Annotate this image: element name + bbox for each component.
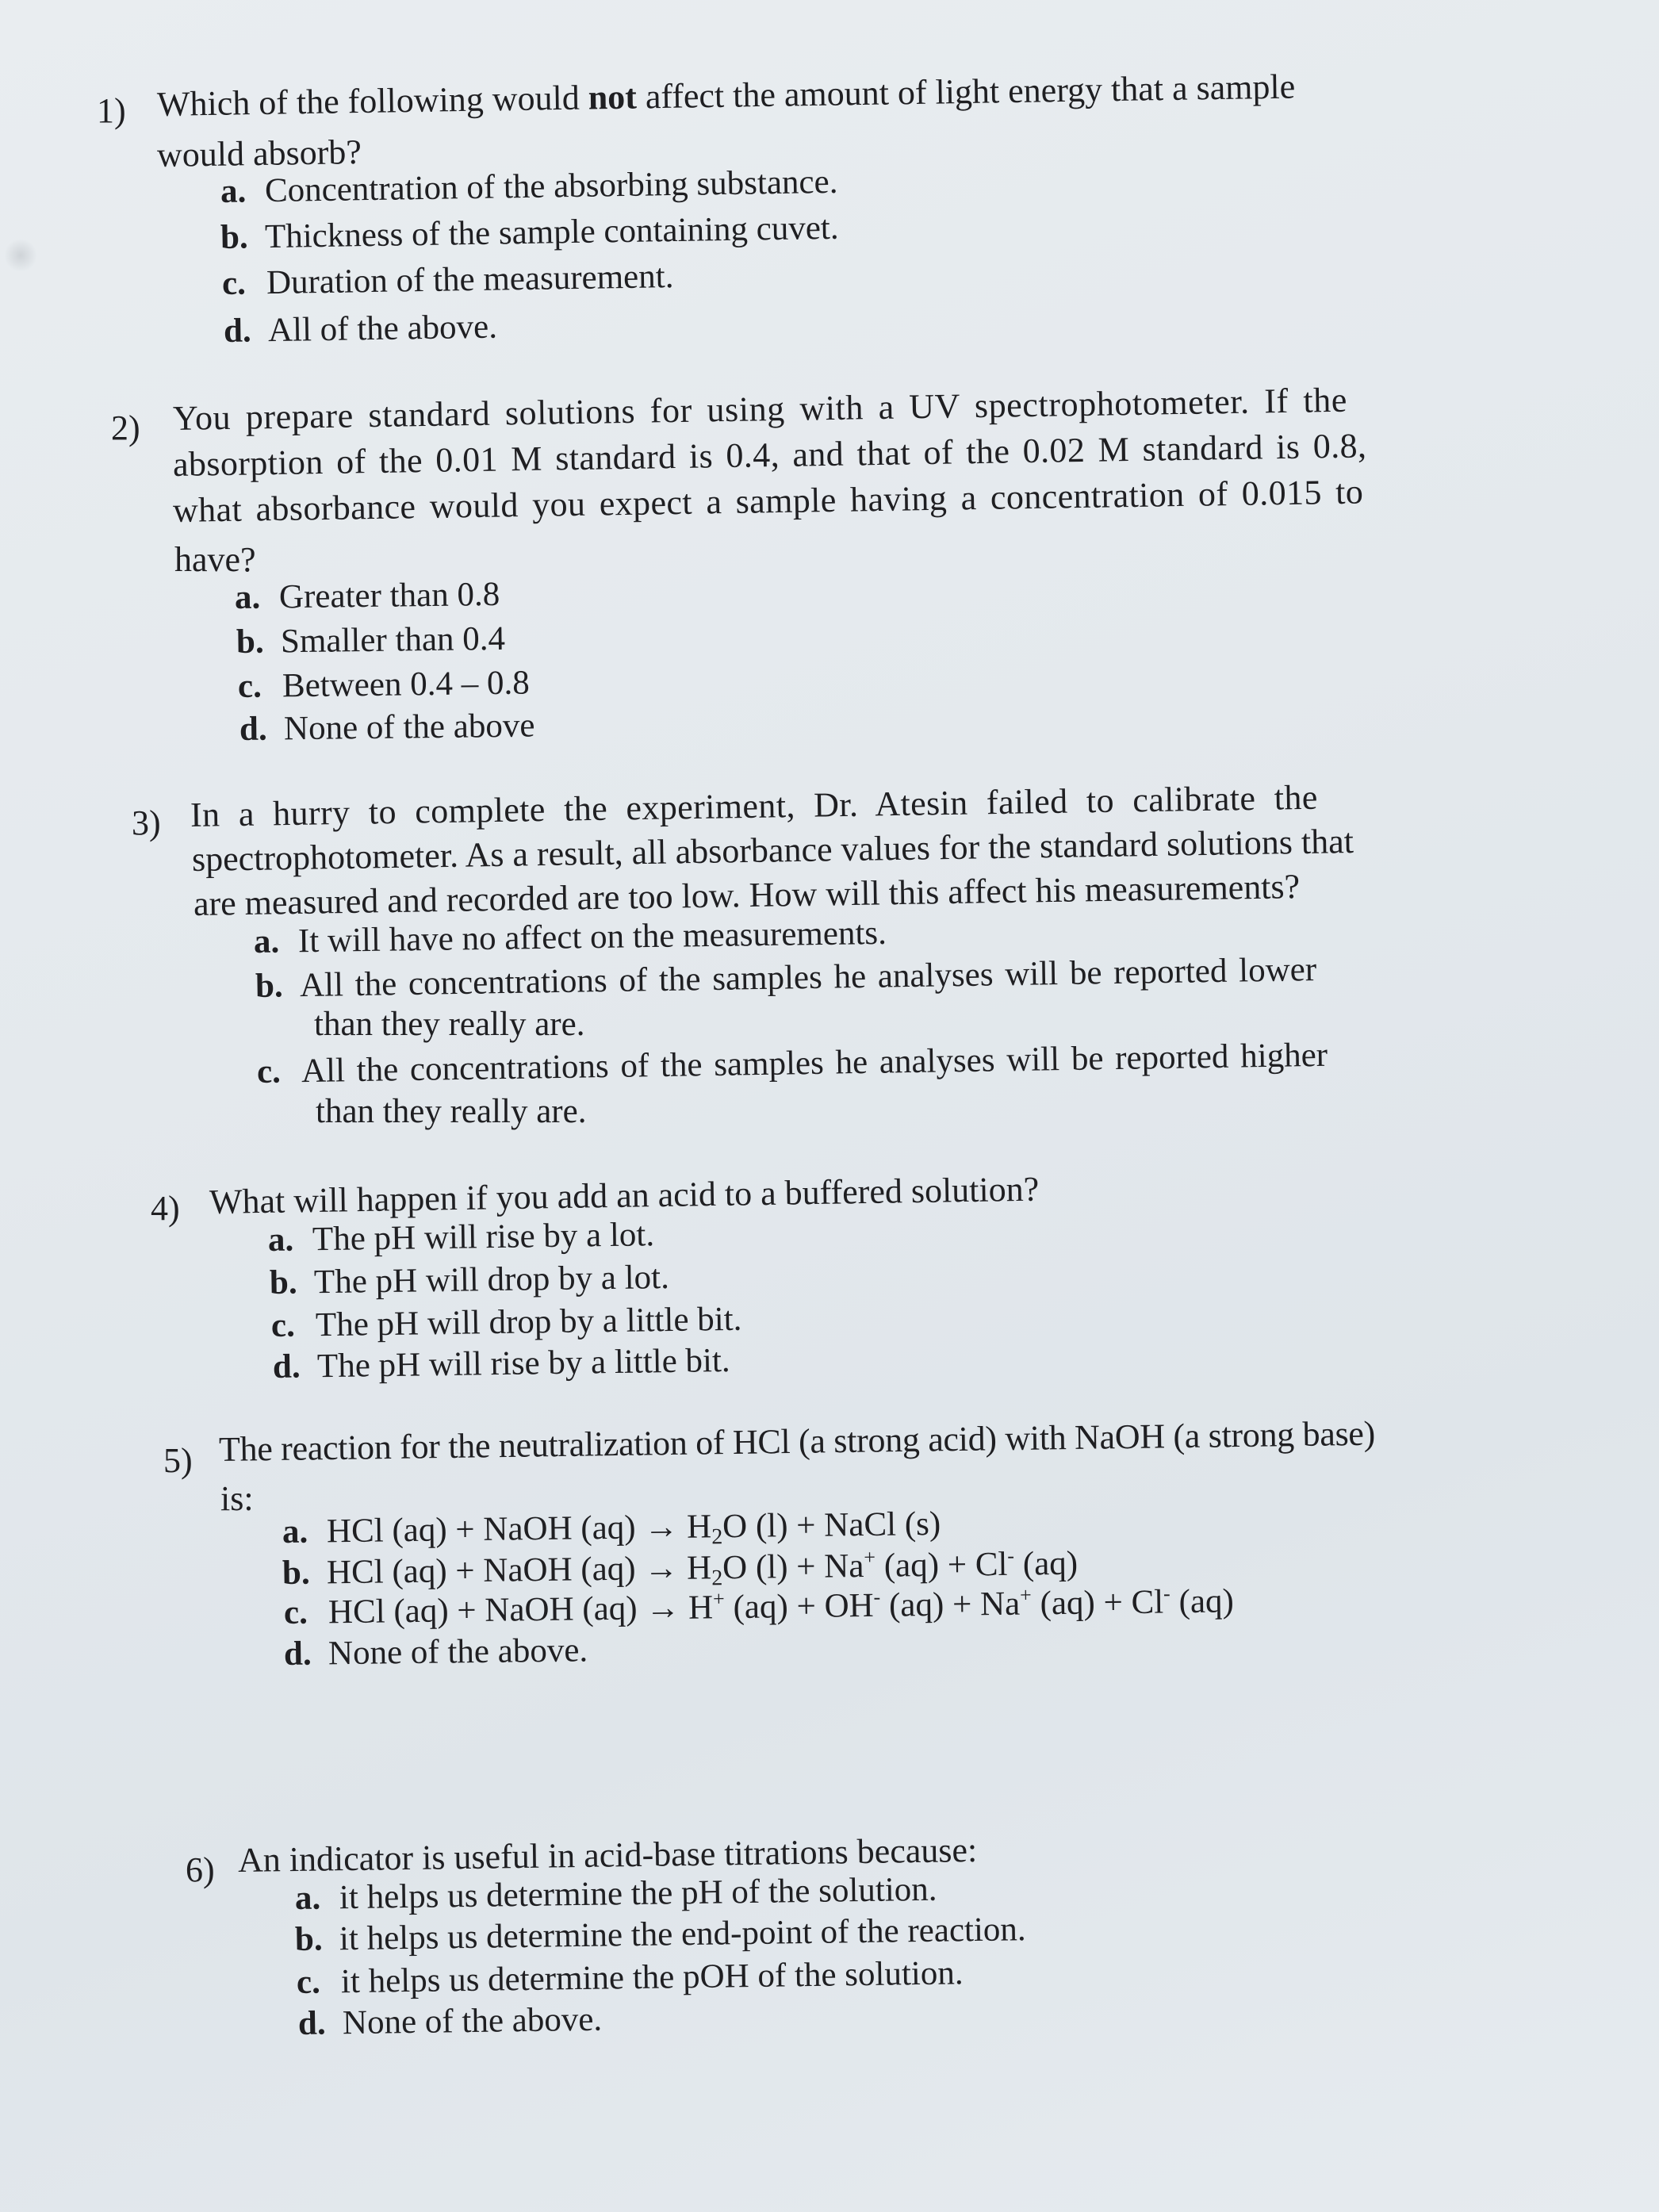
question-stem-line: have? [174,540,256,579]
question-stem-line: In a hurry to complete the experiment, Dr. Atesin failed to calibrate the [190,777,1319,834]
question-number: 6) [186,1850,215,1889]
answer-option[interactable]: c. HCl (aq) + NaOH (aq) → H+ (aq) + OH- (aq) + Na+ (aq) + Cl- (aq) [283,1581,1235,1631]
question-stem-line: An indicator is useful in acid-base titrations because: [237,1830,978,1880]
question-number: 2) [111,408,140,447]
answer-option[interactable]: a. Concentration of the absorbing substance. [220,163,838,210]
question-number: 5) [163,1441,193,1480]
question-stem-line: what absorbance would you expect a sample having a concentration of 0.015 to [172,472,1364,530]
answer-option[interactable]: c. it helps us determine the pOH of the solution. [296,1954,964,2001]
answer-option-continuation: than they really are. [314,1006,585,1043]
answer-option[interactable]: a. The pH will rise by a lot. [267,1216,655,1259]
question-stem-line: absorption of the 0.01 M standard is 0.4, and that of the 0.02 M standard is 0.8, [172,426,1367,484]
answer-option[interactable]: a. It will have no affect on the measurements. [253,914,887,960]
question-stem-line: You prepare standard solutions for using with a UV spectrophotometer. If the [172,380,1348,438]
answer-option[interactable]: c. All the concentrations of the samples he analyses will be reported higher [256,1036,1328,1091]
answer-option[interactable]: d. None of the above. [297,2000,603,2042]
question-number: 3) [132,803,161,842]
answer-option-continuation: than they really are. [316,1093,587,1130]
answer-option[interactable]: b. HCl (aq) + NaOH $(aq) \to H_2O$ (l) + Na+ (aq) + Cl- (aq) [282,1543,1079,1592]
answer-option[interactable]: b. it helps us determine the end-point of the reaction. [294,1911,1026,1958]
emphasis-not: not [588,77,638,117]
question-number: 4) [151,1189,180,1228]
answer-option[interactable]: a. HCl (aq) + NaOH $(aq) \to H_2O$ (l) + NaCl (s) [282,1505,941,1551]
question-stem-line: is: [220,1479,254,1518]
answer-option[interactable]: d. The pH will rise by a little bit. [272,1341,730,1386]
question-stem-line: What will happen if you add an acid to a buffered solution? [209,1169,1040,1221]
paper-smudge [5,238,36,273]
answer-option[interactable]: b. All the concentrations of the samples he analyses will be reported lower [255,950,1317,1005]
question-stem-line: The reaction for the neutralization of HCl (a strong acid) with NaOH (a strong base) [218,1413,1376,1469]
answer-option[interactable]: a. Greater than 0.8 [234,575,500,616]
question-stem-line: would absorb? [156,132,362,174]
question-number: 1) [97,91,126,130]
answer-option[interactable]: d. None of the above. [283,1631,588,1673]
answer-option[interactable]: c. Duration of the measurement. [221,258,674,302]
answer-option[interactable]: c. The pH will drop by a little bit. [270,1300,742,1344]
question-stem-line: are measured and recorded are too low. How will this affect his measurements? [193,867,1301,923]
answer-option[interactable]: b. Smaller than 0.4 [236,619,506,661]
answer-option[interactable]: a. it helps us determine the pH of the solution. [294,1870,937,1917]
answer-option[interactable]: b. The pH will drop by a lot. [269,1258,670,1302]
answer-option[interactable]: d. All of the above. [223,308,498,350]
question-stem-line: spectrophotometer. As a result, all absorbance values for the standard solutions that [191,821,1354,879]
answer-option[interactable]: d. None of the above [239,707,535,748]
answer-option[interactable]: c. Between 0.4 – 0.8 [237,664,530,705]
answer-option[interactable]: b. Thickness of the sample containing cuvet. [220,209,839,256]
question-stem-line: Which of the following would not affect the amount of light energy that a sample [156,67,1296,124]
